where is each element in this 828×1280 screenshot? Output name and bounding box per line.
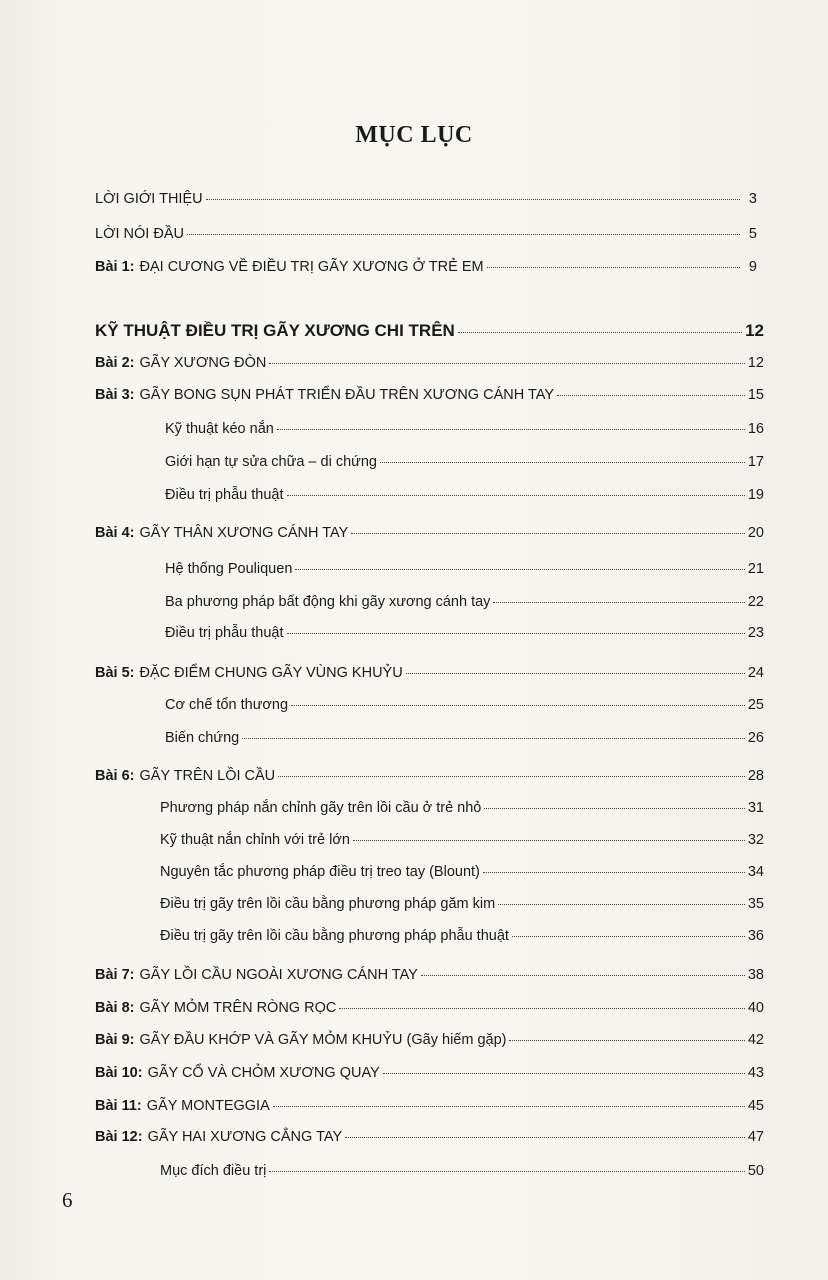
toc-page-number: 40 [747, 1000, 764, 1016]
toc-entry-title: GÃY THÂN XƯƠNG CÁNH TAY [139, 525, 349, 541]
dot-leader [291, 705, 745, 706]
toc-entry [165, 729, 764, 747]
dot-leader [380, 462, 745, 463]
dot-leader [287, 633, 745, 634]
toc-entry [95, 966, 764, 984]
dot-leader [483, 872, 745, 873]
toc-entry [160, 799, 764, 817]
dot-leader [269, 363, 744, 364]
dot-leader [242, 738, 745, 739]
dot-leader [406, 673, 745, 674]
toc-page-number: 26 [747, 730, 764, 746]
toc-entry [165, 453, 764, 471]
toc-entry-title: Nguyên tắc phương pháp điều trị treo tay (Blount) [160, 864, 480, 880]
toc-page-number: 43 [747, 1065, 764, 1081]
toc-entry [160, 831, 764, 849]
toc-page-number: 35 [747, 896, 764, 912]
toc-entry-title: GÃY BONG SỤN PHÁT TRIỂN ĐẦU TRÊN XƯƠNG CÁNH TAY [139, 387, 555, 403]
toc-lesson-number: Bài 12: [95, 1129, 143, 1145]
toc-lesson-number: Bài 6: [95, 768, 135, 784]
toc-entry [95, 524, 764, 542]
toc-entry [95, 999, 764, 1017]
dot-leader [206, 199, 740, 200]
toc-entry-title: Giới hạn tự sửa chữa – di chứng [165, 454, 377, 470]
toc-entry-title: Điều trị phẫu thuật [165, 625, 284, 641]
toc-entry [165, 560, 764, 578]
toc-page-number: 42 [747, 1032, 764, 1048]
toc-entry [95, 1064, 764, 1082]
toc-lesson-number: Bài 1: [95, 259, 135, 275]
toc-page-number: 12 [745, 321, 764, 340]
toc-page-number: 28 [747, 768, 764, 784]
toc-page-number: 15 [747, 387, 764, 403]
dot-leader [512, 936, 745, 937]
toc-entry [165, 593, 764, 611]
page-title: MỤC LỤC [355, 122, 473, 148]
toc-page-number: 31 [747, 800, 764, 816]
toc-entry-title: Điều trị gãy trên lồi cầu bằng phương pháp găm kim [160, 896, 496, 912]
toc-entry-title: GÃY LỒI CẦU NGOÀI XƯƠNG CÁNH TAY [139, 967, 418, 983]
toc-entry [95, 225, 757, 243]
dot-leader [273, 1106, 745, 1107]
toc-page-number: 24 [747, 665, 764, 681]
toc-lesson-number: Bài 2: [95, 355, 135, 371]
toc-page-number: 34 [747, 864, 764, 880]
toc-entry [165, 624, 764, 642]
dot-leader [187, 234, 740, 235]
toc-page-number: 12 [747, 355, 764, 371]
toc-entry-title: Kỹ thuật kéo nắn [165, 421, 274, 437]
toc-entry-title: ĐẠI CƯƠNG VỀ ĐIỀU TRỊ GÃY XƯƠNG Ở TRẺ EM [139, 259, 484, 275]
toc-entry [160, 927, 764, 945]
dot-leader [351, 533, 745, 534]
dot-leader [509, 1040, 744, 1041]
toc-page-number: 50 [747, 1163, 764, 1179]
toc-entry-title: Cơ chế tổn thương [165, 697, 289, 713]
toc-entry [95, 258, 757, 276]
toc-entry [95, 1097, 764, 1115]
dot-leader [345, 1137, 745, 1138]
dot-leader [339, 1008, 745, 1009]
dot-leader [353, 840, 745, 841]
toc-lesson-number: Bài 11: [95, 1098, 142, 1114]
toc-page-number: 47 [747, 1129, 764, 1145]
toc-entry [165, 420, 764, 438]
toc-page-number: 19 [747, 487, 764, 503]
dot-leader [287, 495, 745, 496]
toc-entry [95, 664, 764, 682]
toc-entry [95, 1031, 764, 1049]
toc-entry-title: Phương pháp nắn chỉnh gãy trên lồi cầu ở trẻ nhỏ [160, 800, 482, 816]
toc-page-number: 23 [747, 625, 764, 641]
toc-entry [95, 386, 764, 404]
toc-entry-title: GÃY MỎM TRÊN RÒNG RỌC [139, 1000, 337, 1016]
toc-page-number: 5 [748, 226, 757, 242]
dot-leader [277, 429, 745, 430]
toc-entry-title: GÃY MONTEGGIA [146, 1098, 270, 1114]
toc-page-number: 38 [747, 967, 764, 983]
toc-entry-title: Biến chứng [165, 730, 240, 746]
toc-page-number: 9 [748, 259, 757, 275]
page-number: 6 [62, 1188, 73, 1212]
toc-entry [95, 190, 757, 208]
toc-page-number: 17 [747, 454, 764, 470]
toc-entry [160, 895, 764, 913]
toc-page-number: 25 [747, 697, 764, 713]
toc-entry [165, 696, 764, 714]
toc-entry [165, 486, 764, 504]
toc-entry-title: ĐẶC ĐIỂM CHUNG GÃY VÙNG KHUỶU [139, 665, 403, 681]
toc-entry-title: LỜI GIỚI THIỆU [95, 191, 203, 207]
toc-lesson-number: Bài 8: [95, 1000, 135, 1016]
toc-entry-title: GÃY ĐẦU KHỚP VÀ GÃY MỎM KHUỶU (Gãy hiếm gặp) [139, 1032, 507, 1048]
toc-entry-title: Hệ thống Pouliquen [165, 561, 293, 577]
toc-lesson-number: Bài 9: [95, 1032, 135, 1048]
toc-entry-title: GÃY CỔ VÀ CHỎM XƯƠNG QUAY [147, 1065, 380, 1081]
dot-leader [487, 267, 740, 268]
toc-entry [95, 1128, 764, 1146]
toc-entry-title: GÃY TRÊN LỒI CẦU [139, 768, 276, 784]
toc-entry-title: Điều trị gãy trên lồi cầu bằng phương pháp phẫu thuật [160, 928, 509, 944]
toc-lesson-number: Bài 10: [95, 1065, 143, 1081]
toc-lesson-number: Bài 3: [95, 387, 135, 403]
toc-lesson-number: Bài 5: [95, 665, 135, 681]
dot-leader [484, 808, 745, 809]
toc-page-number: 32 [747, 832, 764, 848]
toc-page-number: 45 [747, 1098, 764, 1114]
toc-page-number: 22 [747, 594, 764, 610]
toc-entry-title: KỸ THUẬT ĐIỀU TRỊ GÃY XƯƠNG CHI TRÊN [95, 321, 455, 340]
dot-leader [383, 1073, 745, 1074]
dot-leader [421, 975, 745, 976]
toc-page-number: 20 [747, 525, 764, 541]
toc-entry-title: Kỹ thuật nắn chỉnh với trẻ lớn [160, 832, 350, 848]
toc-entry [160, 863, 764, 881]
toc-entry-title: GÃY HAI XƯƠNG CẲNG TAY [147, 1129, 343, 1145]
dot-leader [493, 602, 744, 603]
dot-leader [498, 904, 745, 905]
toc-entry-title: Mục đích điều trị [160, 1163, 267, 1179]
toc-page-number: 3 [748, 191, 757, 207]
dot-leader [269, 1171, 744, 1172]
toc-lesson-number: Bài 7: [95, 967, 135, 983]
toc-page-number: 36 [747, 928, 764, 944]
toc-entry [95, 354, 764, 372]
toc-lesson-number: Bài 4: [95, 525, 135, 541]
dot-leader [295, 569, 744, 570]
dot-leader [557, 395, 745, 396]
toc-entry-title: GÃY XƯƠNG ĐÒN [139, 355, 267, 371]
toc-entry-title: Điều trị phẫu thuật [165, 487, 284, 503]
toc-entry [95, 767, 764, 785]
dot-leader [458, 332, 742, 333]
toc-entry [95, 322, 764, 340]
toc-page-number: 16 [747, 421, 764, 437]
toc-entry-title: LỜI NÓI ĐẦU [95, 226, 184, 242]
toc-entry [160, 1162, 764, 1180]
toc-page-number: 21 [747, 561, 764, 577]
dot-leader [278, 776, 745, 777]
toc-entry-title: Ba phương pháp bất động khi gãy xương cánh tay [165, 594, 491, 610]
